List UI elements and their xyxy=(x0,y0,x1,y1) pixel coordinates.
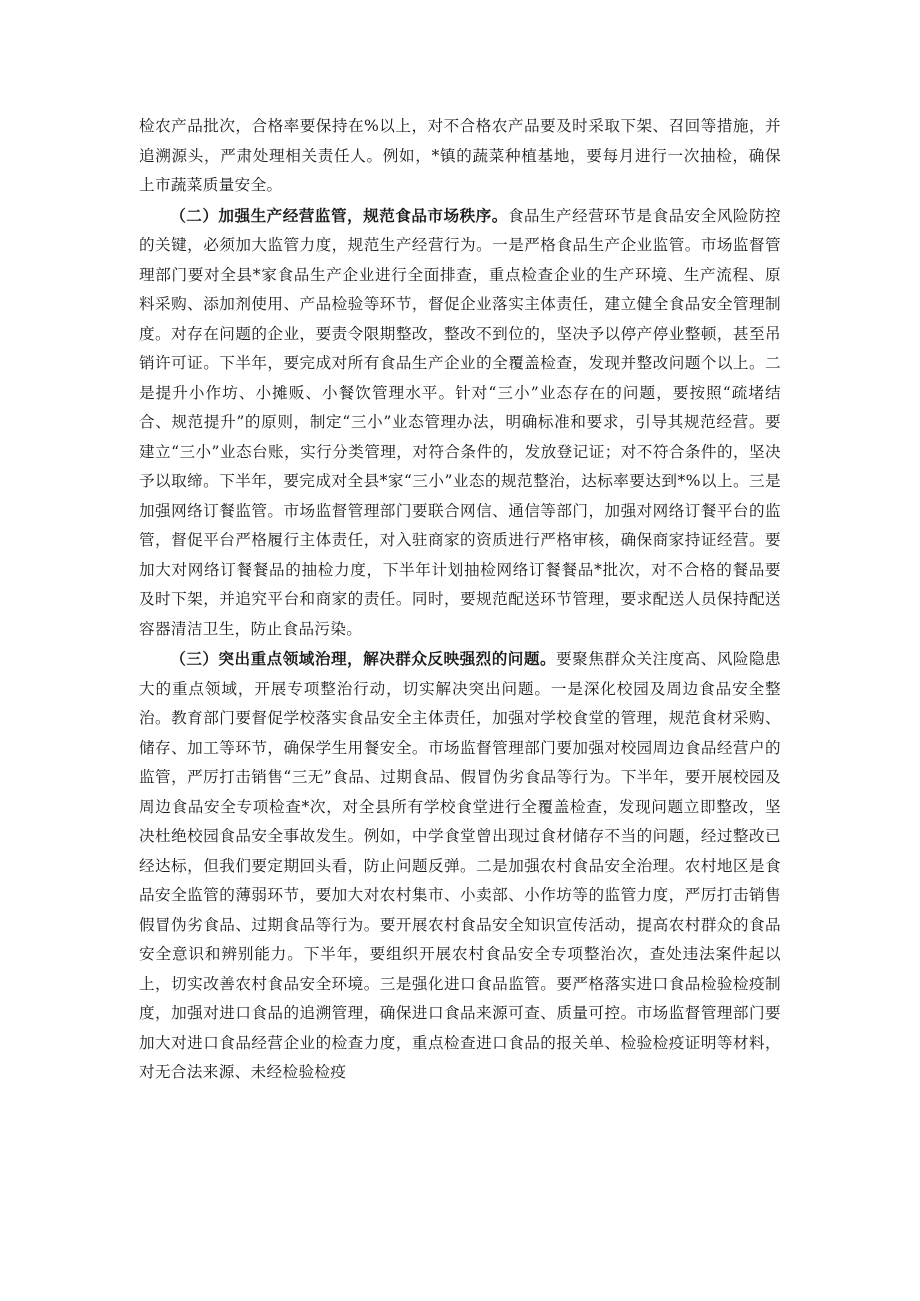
paragraph-continuation xyxy=(139,112,781,201)
paragraph-body: 食品生产经营环节是食品安全风险防控的关键，必须加大监管力度，规范生产经营行为。一是严格食品生产企业监管。市场监督管理部门要对全县*家食品生产企业进行全面排查，重点检查企业的生产环境、生产流程、原料采购、添加剂使用、产品检验等环节，督促企业落实主体责任，建立健全食品安全管理制度。对存在问题的企业，要责令限期整改，整改不到位的，坚决予以停产停业整顿，甚至吊销许可证。下半年，要完成对所有食品生产企业的全覆盖检查，发现并整改问题个以上。二是提升小作坊、小摊贩、小餐饮管理水平。针对“三小”业态存在的问题，要按照“疏堵结合、规范提升”的原则，制定“三小”业态管理办法，明确标准和要求，引导其规范经营。要建立“三小”业态台账，实行分类管理，对符合条件的，发放登记证；对不符合条件的，坚决予以取缔。下半年，要完成对全县*家“三小”业态的规范整治，达标率要达到*%以上。三是加强网络订餐监管。市场监督管理部门要联合网信、通信等部门，加强对网络订餐平台的监管，督促平台严格履行主体责任，对入驻商家的资质进行严格审核，确保商家持证经营。要加大对网络订餐餐品的抽检力度，下半年计划抽检网络订餐餐品*批次，对不合格的餐品要及时下架，并追究平台和商家的责任。同时，要规范配送环节管理，要求配送人员保持配送容器清洁卫生，防止食品污染。 xyxy=(139,206,781,638)
section-heading: （三）突出重点领域治理，解决群众反映强烈的问题。 xyxy=(170,649,557,668)
paragraph-body: 要聚焦群众关注度高、风险隐患大的重点领域，开展专项整治行动，切实解决突出问题。一是深化校园及周边食品安全整治。教育部门要督促学校落实食品安全主体责任，加强对学校食堂的管理，规范食材采购、储存、加工等环节，确保学生用餐安全。市场监督管理部门要加强对校园周边食品经营户的监管，严厉打击销售“三无”食品、过期食品、假冒伪劣食品等行为。下半年，要开展校园及周边食品安全专项检查*次，对全县所有学校食堂进行全覆盖检查，发现问题立即整改，坚决杜绝校园食品安全事故发生。例如，中学食堂曾出现过食材储存不当的问题，经过整改已经达标，但我们要定期回头看，防止问题反弹。二是加强农村食品安全治理。农村地区是食品安全监管的薄弱环节，要加大对农村集市、小卖部、小作坊等的监管力度，严厉打击销售假冒伪劣食品、过期食品等行为。要开展农村食品安全知识宣传活动，提高农村群众的食品安全意识和辨别能力。下半年，要组织开展农村食品安全专项整治次，查处违法案件起以上，切实改善农村食品安全环境。三是强化进口食品监管。要严格落实进口食品检验检疫制度，加强对进口食品的追溯管理，确保进口食品来源可查、质量可控。市场监督管理部门要加大对进口食品经营企业的检查力度，重点检查进口食品的报关单、检验检疫证明等材料，对无合法来源、未经检验检疫 xyxy=(139,650,781,1081)
paragraph-body: 检农产品批次，合格率要保持在%以上，对不合格农产品要及时采取下架、召回等措施，并追溯源头，严肃处理相关责任人。例如，*镇的蔬菜种植基地，要每月进行一次抽检，确保上市蔬菜质量安全。 xyxy=(139,117,781,194)
paragraph-section-2 xyxy=(139,201,781,645)
section-heading: （二）加强生产经营监管，规范食品市场秩序。 xyxy=(170,205,508,225)
document-page xyxy=(139,112,781,1088)
paragraph-section-3 xyxy=(139,644,781,1088)
